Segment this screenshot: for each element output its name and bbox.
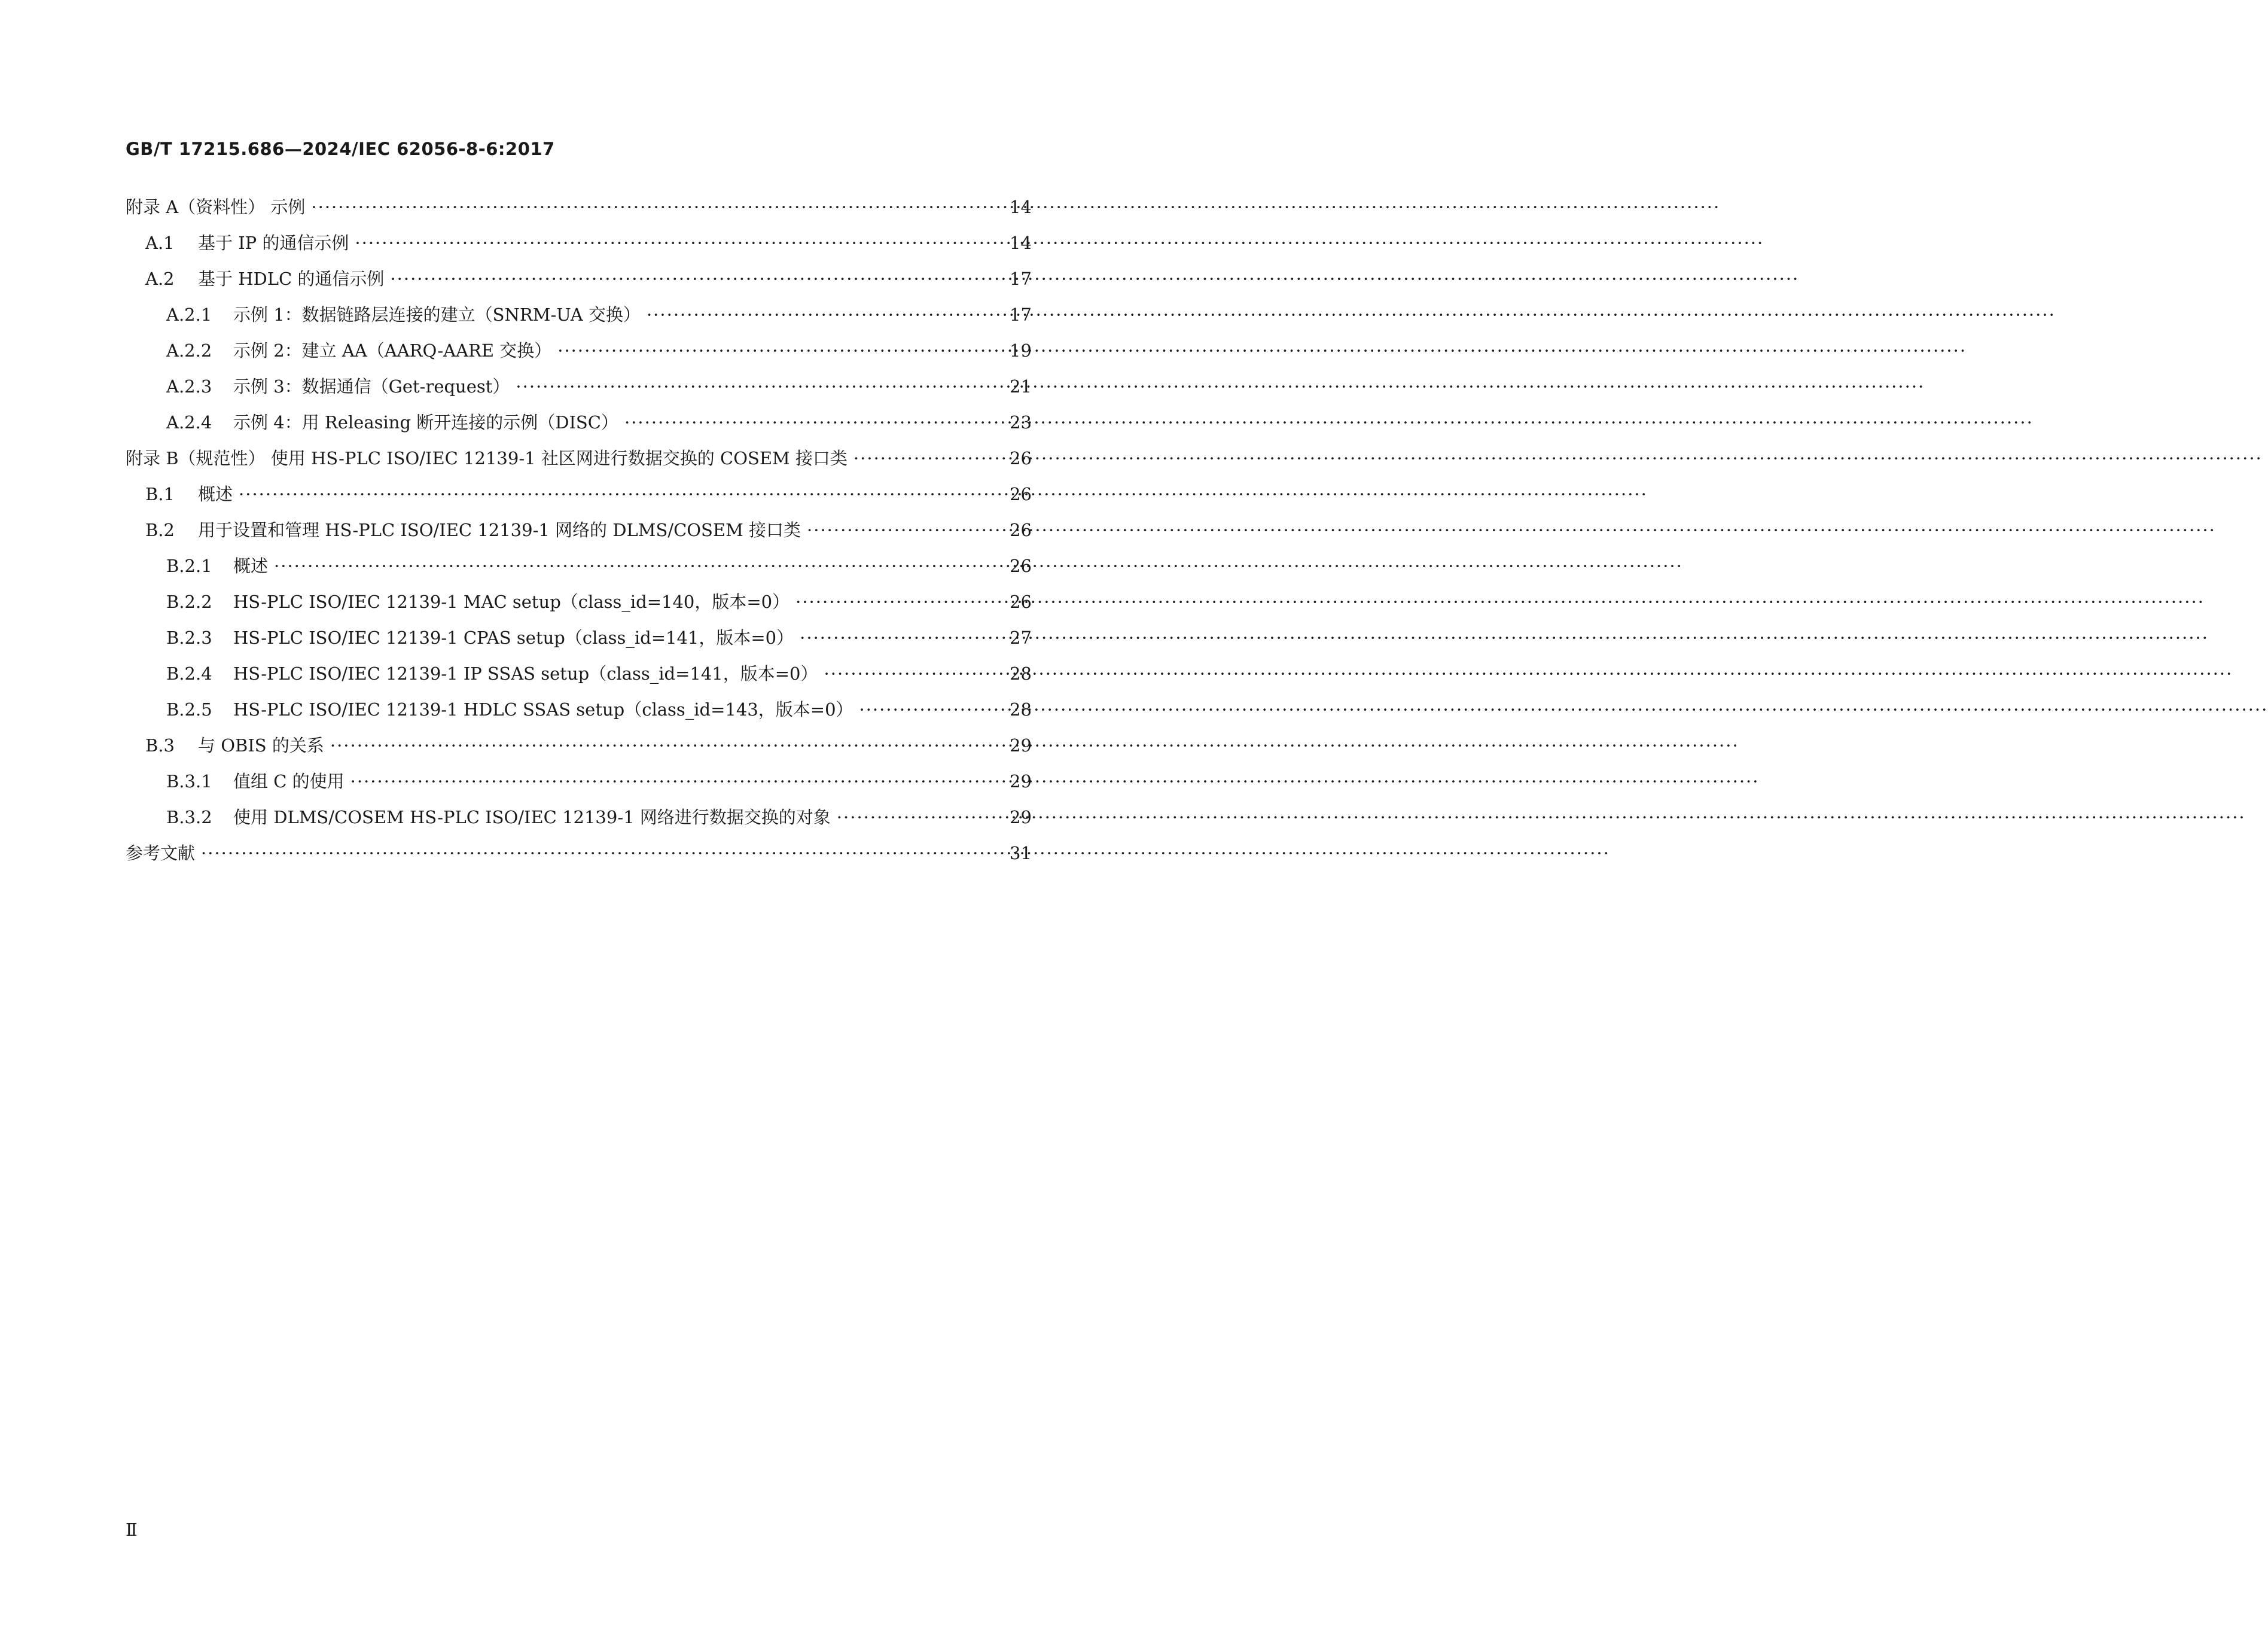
toc-page-number: 23 <box>1010 412 1032 433</box>
toc-dot-leader <box>557 333 1004 369</box>
toc-title: 示例 4：用 Releasing 断开连接的示例（DISC） <box>233 412 618 433</box>
toc-title: 用于设置和管理 HS-PLC ISO/IEC 12139-1 网络的 DLMS/COSEM 接口类 <box>198 520 801 540</box>
toc-entry[interactable] <box>126 656 1030 692</box>
toc-title: 基于 IP 的通信示例 <box>198 233 349 253</box>
toc-entry[interactable] <box>126 584 1030 620</box>
toc-title: 示例 1：数据链路层连接的建立（SNRM-UA 交换） <box>233 305 641 325</box>
toc-title: 概述 <box>233 556 269 576</box>
toc-page-number: 17 <box>1010 269 1032 289</box>
toc-dot-leader <box>516 369 1004 404</box>
toc-page-number: 29 <box>1010 735 1032 756</box>
toc-title: 使用 DLMS/COSEM HS-PLC ISO/IEC 12139-1 网络进行数据交换的对象 <box>233 807 831 827</box>
toc-title: HS-PLC ISO/IEC 12139-1 MAC setup（class_id=140，版本=0） <box>233 592 790 612</box>
toc-page-number: 26 <box>1010 448 1032 468</box>
toc-entry[interactable] <box>126 369 1030 404</box>
toc-section-number: B.3.1 <box>166 771 212 791</box>
toc-entry[interactable] <box>126 620 1030 656</box>
toc-entry[interactable] <box>126 512 1030 548</box>
toc-entry[interactable] <box>126 297 1030 333</box>
toc-entry[interactable] <box>126 692 1030 727</box>
toc-dot-leader <box>853 440 1004 476</box>
toc-title: 基于 HDLC 的通信示例 <box>198 269 385 289</box>
toc-title: HS-PLC ISO/IEC 12139-1 HDLC SSAS setup（class_id=143，版本=0） <box>233 699 853 720</box>
toc-section-number: A.2.3 <box>166 376 212 397</box>
document-header: GB/T 17215.686—2024/IEC 62056-8-6:2017 <box>126 139 555 159</box>
toc-entry[interactable] <box>126 333 1030 369</box>
toc-page-number: 14 <box>1010 197 1032 217</box>
toc-page-number: 26 <box>1010 484 1032 504</box>
toc-dot-leader <box>355 225 1004 261</box>
toc-section-number: B.3 <box>145 735 175 756</box>
toc-dot-leader <box>390 261 1004 297</box>
toc-title: 示例 2：建立 AA（AARQ-AARE 交换） <box>233 340 552 361</box>
toc-section-number: B.2 <box>145 520 175 540</box>
toc-entry[interactable] <box>126 440 1030 476</box>
toc-page-number: 28 <box>1010 663 1032 684</box>
toc-section-number: B.2.5 <box>166 699 212 720</box>
toc-entry[interactable] <box>126 261 1030 297</box>
table-of-contents <box>126 189 1030 871</box>
toc-title: 示例 3：数据通信（Get-request） <box>233 376 510 397</box>
toc-dot-leader <box>647 297 1004 333</box>
toc-entry[interactable] <box>126 225 1030 261</box>
toc-title: 附录 B（规范性） 使用 HS-PLC ISO/IEC 12139-1 社区网进行数据交换的 COSEM 接口类 <box>126 448 848 468</box>
toc-section-number: A.2 <box>145 269 175 289</box>
toc-dot-leader <box>837 799 1004 835</box>
toc-section-number: A.2.2 <box>166 340 212 361</box>
toc-entry[interactable] <box>126 727 1030 763</box>
toc-page-number: 28 <box>1010 699 1032 720</box>
toc-dot-leader <box>807 512 1004 548</box>
toc-dot-leader <box>800 620 1004 656</box>
toc-page-number: 31 <box>1010 843 1032 863</box>
toc-page-number: 21 <box>1010 376 1032 397</box>
toc-section-number: B.3.2 <box>166 807 212 827</box>
toc-entry[interactable] <box>126 763 1030 799</box>
toc-dot-leader <box>274 548 1004 584</box>
toc-dot-leader <box>239 476 1004 512</box>
toc-page-number: 26 <box>1010 592 1032 612</box>
toc-page-number: 26 <box>1010 520 1032 540</box>
toc-title: 概述 <box>198 484 233 504</box>
toc-entry[interactable] <box>126 189 1030 225</box>
toc-title: 与 OBIS 的关系 <box>198 735 324 756</box>
toc-page-number: 19 <box>1010 340 1032 361</box>
toc-section-number: A.2.1 <box>166 305 212 325</box>
toc-section-number: B.2.2 <box>166 592 212 612</box>
toc-entry[interactable] <box>126 548 1030 584</box>
toc-section-number: A.1 <box>145 233 175 253</box>
toc-page-number: 27 <box>1010 628 1032 648</box>
toc-dot-leader <box>350 763 1004 799</box>
toc-section-number: B.2.1 <box>166 556 212 576</box>
toc-entry[interactable] <box>126 404 1030 440</box>
page-number: Ⅱ <box>126 1520 137 1540</box>
toc-title: HS-PLC ISO/IEC 12139-1 IP SSAS setup（class_id=141，版本=0） <box>233 663 818 684</box>
toc-page-number: 29 <box>1010 807 1032 827</box>
toc-page-number: 29 <box>1010 771 1032 791</box>
toc-entry[interactable] <box>126 476 1030 512</box>
toc-dot-leader <box>624 404 1004 440</box>
toc-entry[interactable] <box>126 835 1030 871</box>
toc-entry[interactable] <box>126 799 1030 835</box>
toc-title: 附录 A（资料性） 示例 <box>126 197 306 217</box>
toc-section-number: B.1 <box>145 484 175 504</box>
toc-page-number: 14 <box>1010 233 1032 253</box>
toc-page-number: 26 <box>1010 556 1032 576</box>
toc-section-number: B.2.4 <box>166 663 212 684</box>
toc-section-number: B.2.3 <box>166 628 212 648</box>
toc-dot-leader <box>824 656 1004 692</box>
toc-title: 值组 C 的使用 <box>233 771 345 791</box>
toc-dot-leader <box>859 692 1004 727</box>
toc-section-number: A.2.4 <box>166 412 212 433</box>
toc-dot-leader <box>330 727 1004 763</box>
toc-dot-leader <box>795 584 1004 620</box>
toc-dot-leader <box>311 189 1004 225</box>
toc-title: HS-PLC ISO/IEC 12139-1 CPAS setup（class_id=141，版本=0） <box>233 628 794 648</box>
toc-dot-leader <box>201 835 1004 871</box>
toc-page-number: 17 <box>1010 305 1032 325</box>
toc-title: 参考文献 <box>126 843 196 863</box>
